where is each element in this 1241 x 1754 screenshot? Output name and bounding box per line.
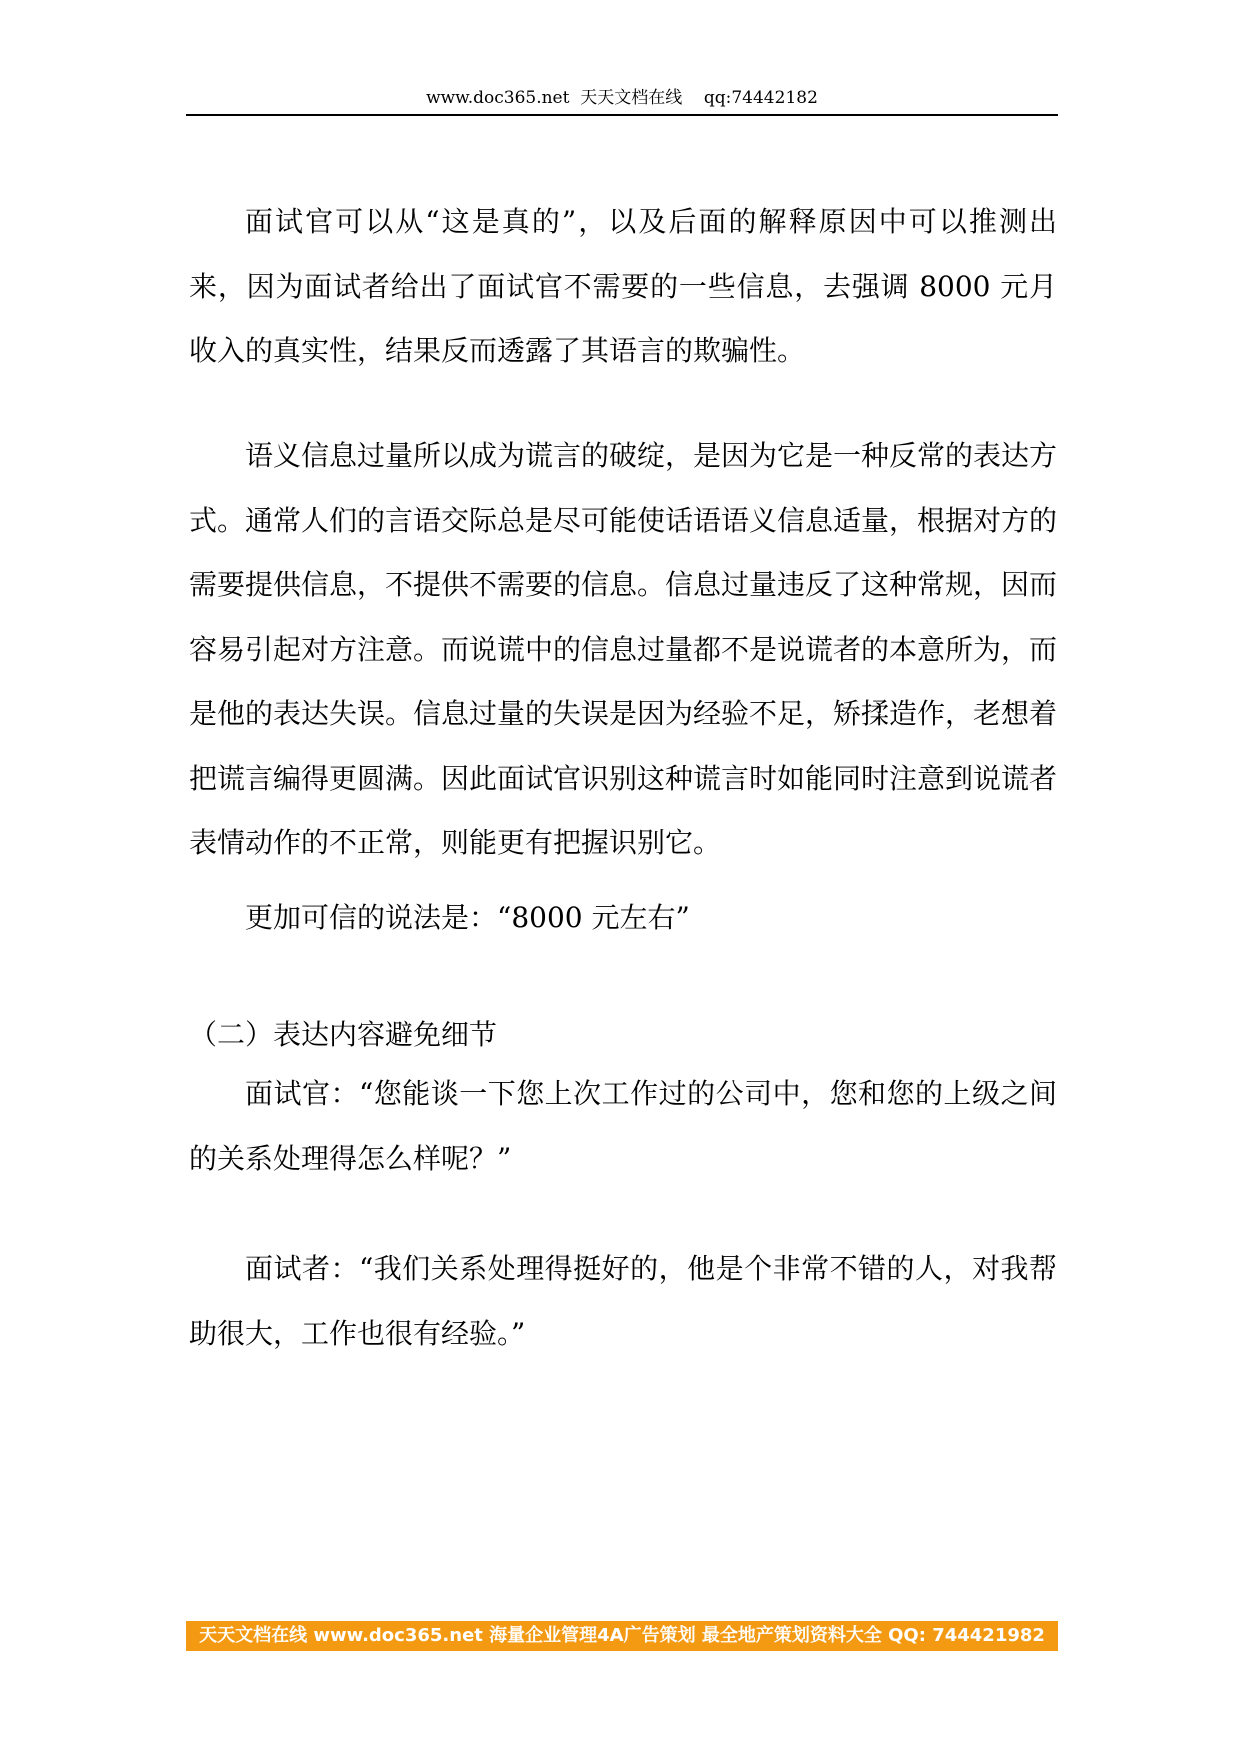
- header-rule: [186, 114, 1058, 116]
- paragraph-1: 面试官可以从“这是真的”，以及后面的解释原因中可以推测出来，因为面试者给出了面试官不需要的一些信息，去强调 8000 元月收入的真实性，结果反而透露了其语言的欺骗性。: [189, 205, 1057, 367]
- page-header: www.doc365.net 天天文档在线 qq:74442182: [426, 88, 818, 108]
- paragraph-3: 更加可信的说法是：“8000 元左右”: [245, 901, 690, 934]
- section-heading: （二）表达内容避免细节: [189, 1018, 498, 1051]
- paragraph-5: 面试者：“我们关系处理得挺好的，他是个非常不错的人，对我帮助很大，工作也很有经验。”: [189, 1252, 1057, 1350]
- paragraph-4: 面试官：“您能谈一下您上次工作过的公司中，您和您的上级之间的关系处理得怎么样呢？”: [189, 1077, 1057, 1175]
- footer-banner: 天天文档在线 www.doc365.net 海量企业管理4A广告策划 最全地产策划资料大全 QQ: 744421982: [186, 1621, 1058, 1651]
- paragraph-2: 语义信息过量所以成为谎言的破绽，是因为它是一种反常的表达方式。通常人们的言语交际总是尽可能使话语语义信息适量，根据对方的需要提供信息，不提供不需要的信息。信息过量违反了这种常规，因而容易引起对方注意。而说谎中的信息过量都不是说谎者的本意所为，而是他的表达失误。信息过量的失误是因为经验不足，矫揉造作，老想着把谎言编得更圆满。因此面试官识别这种谎言时如能同时注意到说谎者表情动作的不正常，则能更有把握识别它。: [189, 439, 1058, 859]
